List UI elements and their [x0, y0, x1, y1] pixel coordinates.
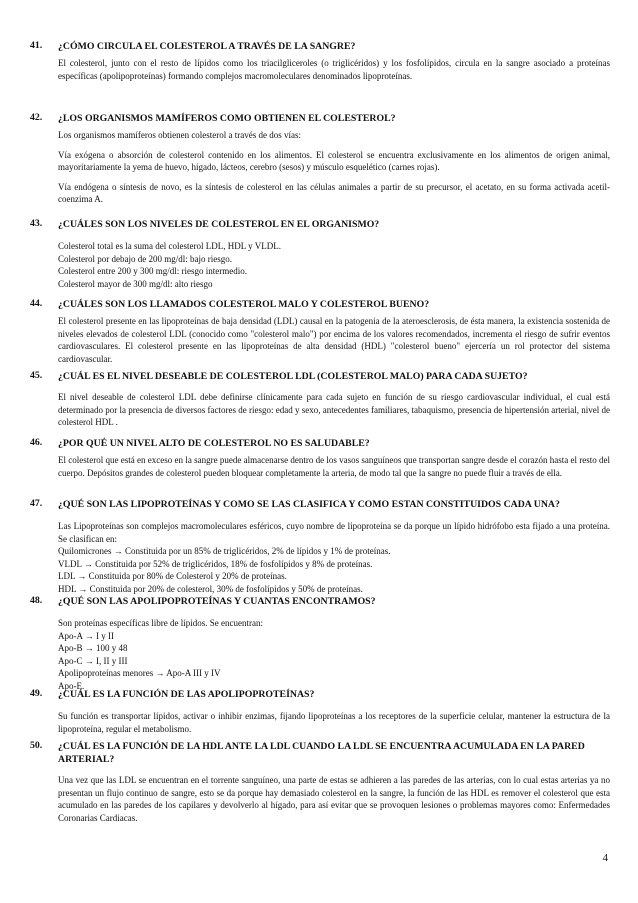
answer-body [58, 57, 610, 82]
question-heading: ¿CUÁL ES LA FUNCIÓN DE LAS APOLIPOPROTEÍNAS? [58, 689, 315, 700]
answer-body [58, 617, 610, 693]
answer-line: Colesterol mayor de 300 mg/dl: alto riesgo [58, 278, 213, 289]
answer-body [58, 129, 610, 206]
answer-line: Quilomicrones → Constituida por un 85% de triglicéridos, 2% de lípidos y 1% de proteínas. [58, 546, 391, 557]
question-number: 45. [30, 370, 43, 381]
answer-paragraph: Vía endógena o síntesis de novo, es la síntesis de colesterol en las células animales a partir de su precursor, el acetato, en su forma activada acetil-coenzima A. [58, 181, 610, 205]
answer-body [58, 315, 610, 365]
answer-line: Colesterol total es la suma del colesterol LDL, HDL y VLDL. [58, 241, 281, 251]
answer-paragraph: El colesterol, junto con el resto de lípidos como los triacilgliceroles (o triglicéridos) y los fosfolípidos, circula en la sangre asociado a proteínas específicas (apolipoproteínas) formando complejos macromoleculares denominados lipoproteínas. [58, 58, 610, 81]
answer-paragraph: Su función es transportar lípidos, activar o inhibir enzimas, fijando lipoproteínas a los receptores de la superficie celular, mantener la estructura de la lipoproteína, regular el metabolismo. [58, 711, 610, 734]
answer-line: Apo-A → I y II [58, 630, 114, 641]
question-heading: ¿QUÉ SON LAS APOLIPOPROTEÍNAS Y CUANTAS ENCONTRAMOS? [58, 596, 376, 607]
question-heading: ¿POR QUÉ UN NIVEL ALTO DE COLESTEROL NO ES SALUDABLE? [58, 438, 370, 449]
answer-paragraph: El nivel deseable de colesterol LDL debe definirse clínicamente para cada sujeto en función de su riesgo cardiovascular individual, el cual está determinado por la presencia de diversos factores de riesgo: edad y sexo, antecedentes familiares, tabaquismo, presencia de hipertensión arterial, nivel de colesterol HDL . [58, 392, 610, 428]
question-heading: ¿CUÁL ES LA FUNCIÓN DE LA HDL ANTE LA LDL CUANDO LA LDL SE ENCUENTRA ACUMULADA EN LA PARED ARTERIAL? [58, 741, 585, 765]
answer-line: VLDL → Constituida por 52% de triglicéridos, 18% de fosfolípidos y 8% de proteínas. [58, 558, 373, 569]
question-48 [30, 595, 610, 693]
answer-body [58, 240, 610, 290]
question-46 [30, 437, 610, 479]
answer-paragraph: Vía exógena o absorción de colesterol contenido en los alimentos. El colesterol se encuentra exclusivamente en los alimentos de origen animal, mayoritariamente la yema de huevo, hígado, lácteos, cerebro (sesos) y músculo esquelético (carnes rojas). [58, 149, 610, 173]
question-50 [30, 740, 610, 824]
answer-body [58, 454, 610, 479]
question-number: 47. [30, 498, 43, 509]
question-number: 41. [30, 40, 43, 51]
answer-paragraph: Una vez que las LDL se encuentran en el torrente sanguíneo, una parte de estas se adhieren a las paredes de las arterias, con lo cual estas arterias ya no presentan un flujo continuo de sangre, esto se da porque hay demasiado colesterol en la sangre, la función de las HDL es remover el colesterol que esta acumulado en las paredes de los capilares y devolverlo al hígado, para así evitar que se provoquen lesiones o problemas mayores como: Enfermedades Coronarias Cardiacas. [58, 775, 610, 823]
answer-body [58, 774, 610, 824]
question-heading: ¿CÓMO CIRCULA EL COLESTEROL A TRAVÉS DE LA SANGRE? [58, 41, 356, 52]
question-44 [30, 298, 610, 365]
page-number: 4 [602, 852, 608, 864]
answer-paragraph: El colesterol presente en las lipoproteínas de baja densidad (LDL) causal en la patogenia de la ateroesclerosis, de ésta manera, la existencia sostenida de niveles elevados de colesterol LDL (conocido como "colesterol malo") por encima de los valores recomendados, incrementa el riesgo de sufrir eventos cardiovasculares. El colesterol presente en las lipoproteínas de alta densidad (HDL) "colesterol bueno" ejercería un rol protector del sistema cardiovascular. [58, 316, 610, 364]
question-number: 49. [30, 688, 43, 699]
question-42 [30, 112, 610, 206]
answer-paragraph: Las Lipoproteínas son complejos macromoleculares esféricos, cuyo nombre de lipoproteína se da porque un lípido hidrófobo esta fijado a una proteína. Se clasifican en: [58, 521, 610, 544]
question-47 [30, 498, 610, 596]
answer-line: Apolipoproteínas menores → Apo-A III y IV [58, 668, 221, 679]
answer-paragraph: El colesterol que está en exceso en la sangre puede almacenarse dentro de los vasos sanguíneos que transportan sangre desde el corazón hasta el resto del cuerpo. Depósitos grandes de colesterol pueden bloquear completamente la arteria, de modo tal que la sangre no puede fluir a través de ella. [58, 455, 610, 478]
answer-body [58, 520, 610, 596]
answer-line: Son proteínas específicas libre de lípidos. Se encuentran: [58, 618, 263, 628]
answer-line: Colesterol entre 200 y 300 mg/dl: riesgo intermedio. [58, 266, 247, 277]
question-49 [30, 688, 610, 735]
question-number: 50. [30, 740, 43, 751]
question-heading: ¿LOS ORGANISMOS MAMÍFEROS COMO OBTIENEN EL COLESTEROL? [58, 113, 396, 124]
answer-line: Colesterol por debajo de 200 mg/dl: bajo riesgo. [58, 253, 232, 264]
answer-line: LDL → Constituida por 80% de Colesterol y 20% de proteínas. [58, 571, 287, 582]
answer-body [58, 391, 610, 429]
question-heading: ¿CUÁLES SON LOS NIVELES DE COLESTEROL EN EL ORGANISMO? [58, 219, 380, 230]
question-number: 42. [30, 112, 43, 123]
question-heading: ¿CUÁL ES EL NIVEL DESEABLE DE COLESTEROL LDL (COLESTEROL MALO) PARA CADA SUJETO? [58, 371, 528, 382]
answer-line: Apo-C → I, II y III [58, 655, 128, 666]
question-number: 48. [30, 595, 43, 606]
question-43 [30, 218, 610, 290]
question-number: 44. [30, 298, 43, 309]
answer-line: Apo-E. [58, 680, 85, 691]
answer-line: HDL → Constituida por 20% de colesterol, 30% de fosfolípidos y 50% de proteínas. [58, 583, 363, 594]
question-number: 43. [30, 218, 43, 229]
question-heading: ¿QUÉ SON LAS LIPOPROTEÍNAS Y COMO SE LAS CLASIFICA Y COMO ESTAN CONSTITUIDOS CADA UNA? [58, 499, 560, 510]
question-heading: ¿CUÁLES SON LOS LLAMADOS COLESTEROL MALO Y COLESTEROL BUENO? [58, 299, 430, 310]
answer-paragraph: Los organismos mamíferos obtienen colesterol a través de dos vías: [58, 130, 302, 140]
question-number: 46. [30, 437, 43, 448]
question-45 [30, 370, 610, 429]
answer-line: Apo-B → 100 y 48 [58, 643, 128, 654]
question-41 [30, 40, 610, 82]
answer-body [58, 710, 610, 735]
